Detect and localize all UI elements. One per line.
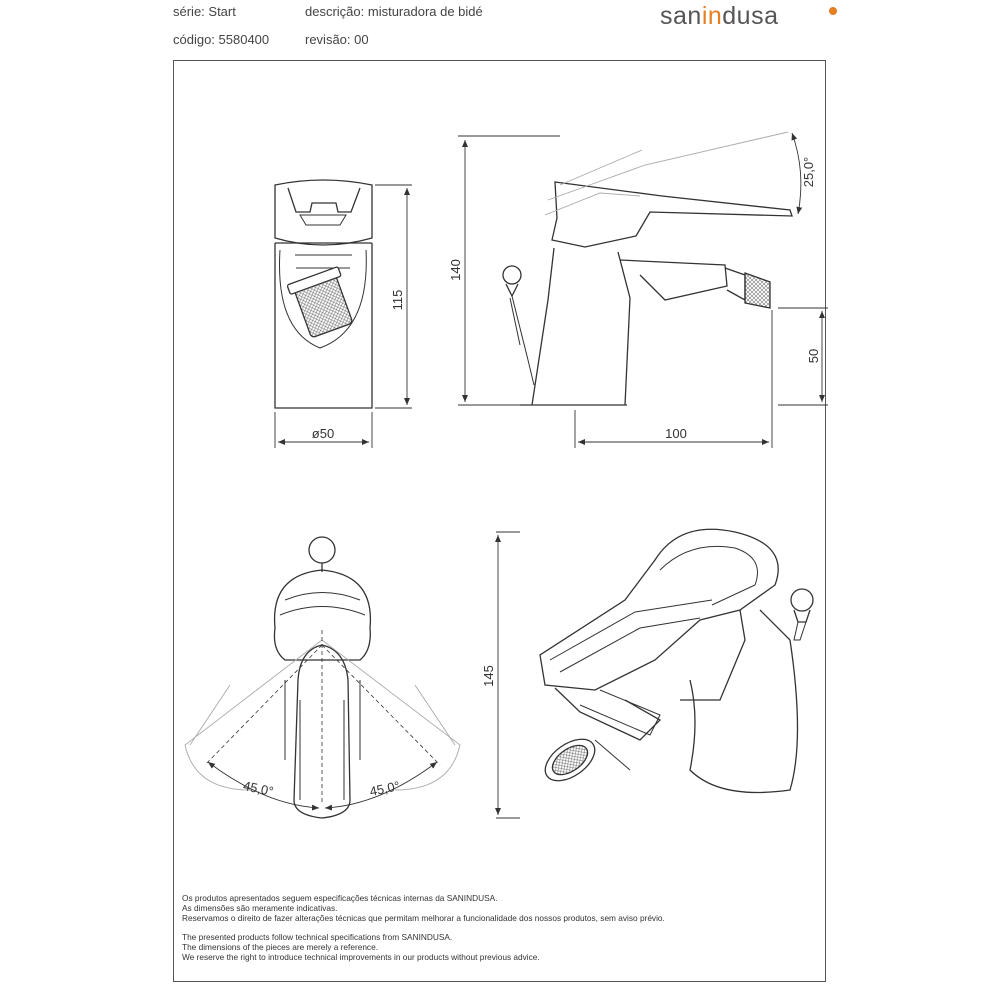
dim-height-115: 115 bbox=[390, 289, 405, 311]
dim-height-145: 145 bbox=[481, 665, 496, 687]
note-pt-1: Os produtos apresentados seguem especificações técnicas internas da SANINDUSA. bbox=[182, 893, 498, 903]
note-en-2: The dimensions of the pieces are merely a reference. bbox=[182, 941, 378, 952]
disclaimer-notes bbox=[182, 893, 665, 962]
logo-part-1: san bbox=[660, 2, 702, 30]
note-en-3: We reserve the right to introduce technical improvements in our products without previous advice. bbox=[182, 952, 540, 963]
isometric-view-dimensions bbox=[496, 532, 520, 818]
serie-label: série: Start bbox=[173, 4, 236, 19]
note-en-1: The presented products follow technical specifications from SANINDUSA. bbox=[182, 931, 453, 942]
side-view bbox=[503, 132, 792, 405]
logo-part-3: dusa bbox=[722, 2, 779, 30]
dim-height-140: 140 bbox=[448, 259, 463, 281]
top-view bbox=[185, 537, 460, 818]
dim-spout-height-50: 50 bbox=[806, 348, 821, 364]
side-view-dimensions bbox=[458, 133, 828, 448]
dim-angle-right-45: 45,0° bbox=[368, 778, 402, 800]
descricao-label: descrição: misturadora de bidé bbox=[305, 4, 483, 19]
note-pt-3: Reservamos o direito de fazer alterações técnicas que permitam melhorar a funcionalidade dos nossos produtos, sem aviso prévio. bbox=[182, 913, 665, 924]
dim-diameter-50: ø50 bbox=[311, 426, 335, 441]
dim-angle-left-45: 45,0° bbox=[241, 778, 275, 800]
front-view bbox=[275, 180, 372, 408]
revisao-label: revisão: 00 bbox=[305, 32, 369, 47]
codigo-label: código: 5580400 bbox=[173, 32, 270, 47]
isometric-view bbox=[538, 529, 813, 792]
top-view-dimensions bbox=[208, 762, 437, 808]
logo-part-2: in bbox=[701, 2, 723, 30]
note-pt-2: As dimensões são meramente indicativas. bbox=[182, 903, 338, 914]
dim-length-100: 100 bbox=[665, 426, 687, 441]
dim-lever-angle-25: 25,0° bbox=[801, 156, 816, 188]
